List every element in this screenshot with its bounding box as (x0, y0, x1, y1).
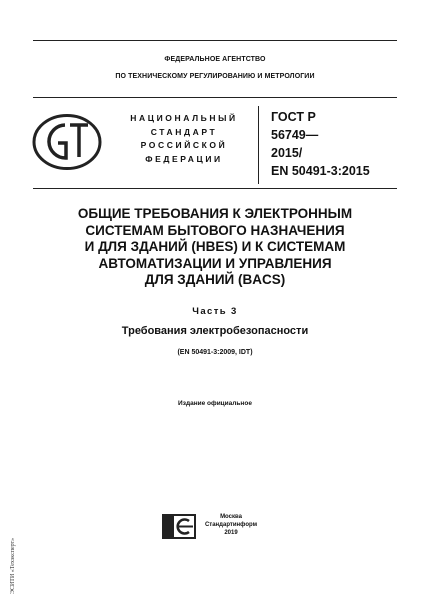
title-rule (33, 188, 397, 189)
designation-line: EN 50491-3:2015 (271, 164, 370, 178)
standard-designation (271, 108, 370, 180)
title-line: СИСТЕМАМ БЫТОВОГО НАЗНАЧЕНИЯ (85, 222, 345, 238)
side-watermark: ЭСИТИ «Техэксперт» (10, 537, 16, 594)
document-subtitle: Требования электробезопасности (121, 325, 309, 337)
title-line: ОБЩИЕ ТРЕБОВАНИЯ К ЭЛЕКТРОННЫМ (77, 206, 353, 221)
national-standard-label (122, 112, 246, 166)
designation-divider (258, 106, 259, 184)
publisher-city: Москва (220, 514, 242, 520)
national-standard-line: СТАНДАРТ (150, 126, 218, 137)
edition-label: Издание официальное (178, 400, 252, 407)
designation-line: 2015/ (271, 146, 303, 160)
national-standard-line: РОССИЙСКОЙ (140, 140, 228, 150)
designation-line: ГОСТ Р (271, 110, 316, 124)
title-line: И ДЛЯ ЗДАНИЙ (HBES) И К СИСТЕМАМ (84, 239, 346, 254)
national-standard-line: ФЕДЕРАЦИИ (145, 153, 223, 164)
header-rule (33, 97, 397, 98)
designation-line: 56749— (271, 128, 319, 142)
agency-name: ФЕДЕРАЛЬНОЕ АГЕНТСТВО (164, 56, 266, 63)
title-line: ДЛЯ ЗДАНИЙ (BACS) (144, 272, 286, 287)
title-line: АВТОМАТИЗАЦИИ И УПРАВЛЕНИЯ (98, 255, 332, 271)
gost-r-logo-icon (32, 113, 102, 171)
equivalence-reference: (EN 50491-3:2009, IDT) (177, 349, 253, 356)
part-number: Часть 3 (192, 306, 238, 317)
document-title (33, 206, 397, 289)
top-rule (33, 40, 397, 41)
publication-year: 2019 (224, 530, 238, 536)
publisher-name: Стандартинформ (204, 522, 258, 528)
national-standard-line: НАЦИОНАЛЬНЫЙ (130, 113, 238, 123)
agency-department: ПО ТЕХНИЧЕСКОМУ РЕГУЛИРОВАНИЮ И МЕТРОЛОГИИ (115, 73, 315, 80)
publisher-info (201, 513, 261, 537)
standartinform-logo-icon (162, 514, 196, 539)
